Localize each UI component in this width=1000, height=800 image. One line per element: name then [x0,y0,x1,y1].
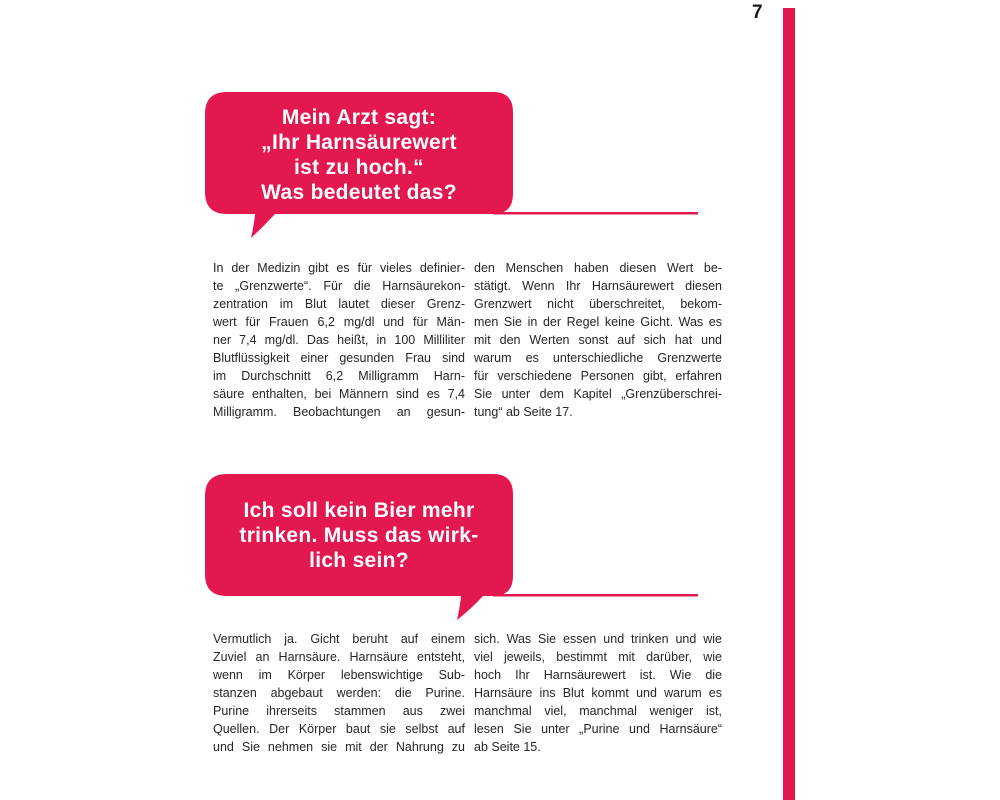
text-line: Harnsäure ins Blut kommt und warum es [474,686,722,700]
text-line: den Menschen haben diesen Wert be- [474,261,722,275]
text-line: Grenzwert nicht überschreitet, bekom- [474,297,722,311]
body-column-right-1 [474,259,722,421]
text-line: sich. Was Sie essen und trinken und wie [474,632,722,646]
text-line: wert für Frauen 6,2 mg/dl und für Män- [213,315,465,329]
body-column-left-2 [213,630,465,756]
text-line: te „Grenzwerte“. Für die Harnsäurekon- [213,279,465,293]
title-line: Ich soll kein Bier mehr [243,499,475,522]
text-line: im Durchschnitt 6,2 Milligramm Harn- [213,369,465,383]
text-line: Milligramm. Beobachtungen an gesun- [213,405,465,419]
title-line: ist zu hoch.“ [294,156,424,179]
title-line: lich sein? [309,549,409,572]
text-line: zentration im Blut lautet dieser Grenz- [213,297,465,311]
text-line: ner 7,4 mg/dl. Das heißt, in 100 Milliliter [213,333,465,347]
text-line: Sie unter dem Kapitel „Grenzüberschrei- [474,387,722,401]
question-title-1 [205,105,513,205]
text-line: mit den Werten sonst auf sich hat und [474,333,722,347]
speech-bubble-question-1 [205,92,700,242]
question-title-2 [205,498,513,573]
text-line: manchmal viel, manchmal weniger ist, [474,704,722,718]
text-line: warum es unterschiedliche Grenzwerte [474,351,722,365]
text-line: Vermutlich ja. Gicht beruht auf einem [213,632,465,646]
text-line: stanzen abgebaut werden: die Purine. [213,686,465,700]
body-column-left-1 [213,259,465,421]
title-line: Mein Arzt sagt: [281,106,437,129]
page-edge-bar [783,8,795,800]
title-line: „Ihr Harnsäurewert [261,131,457,154]
page-number: 7 [752,2,763,23]
text-line: lesen Sie unter „Purine und Harnsäure“ [474,722,722,736]
text-line: Zuviel an Harnsäure. Harnsäure entsteht, [213,650,465,664]
text-line: für verschiedene Personen gibt, erfahren [474,369,722,383]
text-line: In der Medizin gibt es für vieles definier- [213,261,465,275]
text-line: Blutflüssigkeit einer gesunden Frau sind [213,351,465,365]
text-line: men Sie in der Regel keine Gicht. Was es [474,315,722,329]
body-column-right-2 [474,630,722,756]
text-line: tung“ ab Seite 17. [474,405,573,419]
text-line: Purine ihrerseits stammen aus zwei [213,704,465,718]
text-line: und Sie nehmen sie mit der Nahrung zu [213,740,465,754]
speech-bubble-question-2 [205,474,700,624]
text-line: stätigt. Wenn Ihr Harnsäurewert diesen [474,279,722,293]
text-line: säure enthalten, bei Männern sind es 7,4 [213,387,465,401]
text-line: wenn im Körper lebenswichtige Sub- [213,668,465,682]
title-line: Was bedeutet das? [261,181,457,204]
text-line: viel jeweils, bestimmt mit darüber, wie [474,650,722,664]
text-line: ab Seite 15. [474,740,541,754]
text-line: hoch Ihr Harnsäurewert ist. Wie die [474,668,722,682]
text-line: Quellen. Der Körper baut sie selbst auf [213,722,465,736]
title-line: trinken. Muss das wirk- [239,524,479,547]
